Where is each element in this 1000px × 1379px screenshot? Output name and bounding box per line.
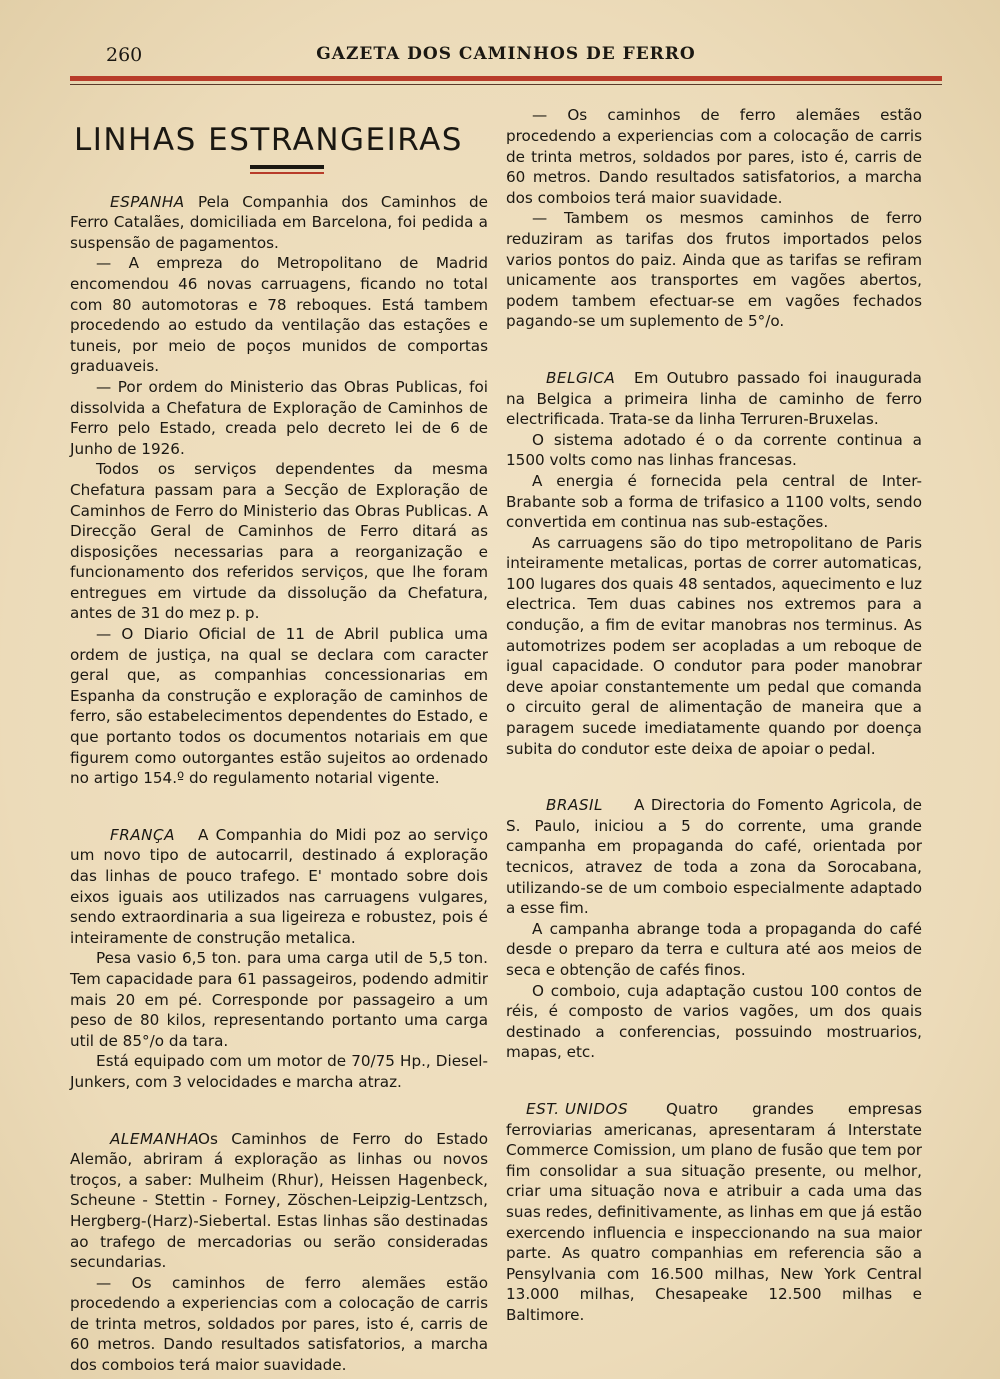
brazil-text-1: A Directoria do Fomento Agricola, de S. Paulo, iniciou a 5 do corrente, uma grande campanha em propaganda do café, orientada por tecnicos, atravez de toda a zona da Sorocabana, utilizando-se de um comboio especialmente adaptado a esse fim. bbox=[506, 796, 922, 918]
belgium-paragraph-1 bbox=[506, 368, 922, 430]
section-gap bbox=[70, 789, 488, 825]
belgium-paragraph-2: O sistema adotado é o da corrente continua a 1500 volts como nas linhas francesas. bbox=[506, 430, 922, 470]
page-number: 260 bbox=[106, 44, 143, 66]
spain-paragraph-2: — A empreza do Metropolitano de Madrid encomendou 46 novas carruagens, ficando no total com 80 automotoras e 78 reboques. Está tambem procedendo ao estudo da ventilação das estações e tuneis, por meio de poços munidos de comportas graduaveis. bbox=[70, 254, 488, 376]
section-gap bbox=[506, 1063, 922, 1099]
title-rule-accent bbox=[250, 172, 324, 174]
brazil-paragraph-2: A campanha abrange toda a propaganda do café desde o preparo da terra e cultura até aos meios de seca e obtenção de cafés finos. bbox=[506, 919, 922, 979]
header-rule-red bbox=[70, 76, 942, 81]
france-paragraph-3: Está equipado com um motor de 70/75 Hp., Diesel-Junkers, com 3 velocidades e marcha atraz. bbox=[70, 1052, 488, 1091]
germany-paragraph-2-continued bbox=[506, 106, 922, 208]
header-rule-thin bbox=[70, 84, 942, 85]
germany-paragraph-3: — Tambem os mesmos caminhos de ferro reduziram as tarifas dos frutos importados pelos varios pontos do paiz. Ainda que as tarifas se refiram unicamente aos transportes em vagões abertos, podem tambem efectuar-se em vagões fechados pagando-se um suplemento de 5°/o. bbox=[506, 209, 922, 331]
page-header bbox=[70, 40, 942, 72]
country-heading-france: FRANÇA bbox=[110, 825, 176, 844]
title-rule bbox=[250, 165, 324, 169]
section-gap bbox=[506, 332, 922, 368]
right-column bbox=[506, 106, 922, 1325]
country-heading-usa: EST. UNIDOS bbox=[526, 1099, 629, 1118]
germany-paragraph-1 bbox=[70, 1129, 488, 1273]
section-gap bbox=[506, 759, 922, 795]
country-heading-germany: ALEMANHA bbox=[110, 1129, 200, 1148]
spain-text-1: Pela Companhia dos Caminhos de Ferro Catalães, domiciliada em Barcelona, foi pedida a suspensão de pagamentos. bbox=[70, 192, 488, 252]
france-paragraph-1 bbox=[70, 825, 488, 949]
brazil-paragraph-1 bbox=[506, 795, 922, 919]
article-title: LINHAS ESTRANGEIRAS bbox=[74, 122, 463, 158]
running-title: GAZETA DOS CAMINHOS DE FERRO bbox=[316, 44, 696, 64]
usa-text-1: Quatro grandes empresas ferroviarias americanas, apresentaram á Interstate Commerce Comission, um plano de fusão que tem por fim consolidar a sua situação presente, ou melhor, criar uma situação nova e atribuir a cada uma das suas redes, definitivamente, as linhas em que já estão exercendo influencia e inspeccionando na sua maior parte. As quatro companhias em referencia são a Pensylvania com 16.500 milhas, New York Central 13.000 milhas, Chesapeake 12.500 milhas e Baltimore. bbox=[506, 1099, 922, 1324]
france-text-1: A Companhia do Midi poz ao serviço um novo tipo de autocarril, destinado á exploração das linhas de pouco trafego. E' montado sobre dois eixos iguais aos utilizados nas carruagens vulgares, sendo extraordinaria a sua ligeireza e robustez, pois é inteiramente de construção metalica. bbox=[70, 825, 488, 947]
country-heading-belgium: BELGICA bbox=[546, 368, 616, 387]
spain-paragraph-3: — Por ordem do Ministerio das Obras Publicas, foi dissolvida a Chefatura de Exploração de Caminhos de Ferro pelo Estado, creada pelo decreto lei de 6 de Junho de 1926. bbox=[70, 377, 488, 458]
germany-text-2-continued: — Os caminhos de ferro alemães estão procedendo a experiencias com a colocação de carris de trinta metros, soldados por pares, isto é, carris de 60 metros. Dando resultados satisfatorios, a marcha dos comboios terá maior suavidade. bbox=[506, 106, 922, 207]
brazil-paragraph-3: O comboio, cuja adaptação custou 100 contos de réis, é composto de varios vagões, um dos quais destinado a conferencias, possuindo mostruarios, mapas, etc. bbox=[506, 981, 922, 1062]
germany-paragraph-2: — Os caminhos de ferro alemães estão procedendo a experiencias com a colocação de carris de trinta metros, soldados por pares, isto é, carris de 60 metros. Dando resultados satisfatorios, a marcha dos comboios terá maior suavidade. bbox=[70, 1273, 488, 1375]
spain-paragraph-4: Todos os serviços dependentes da mesma Chefatura passam para a Secção de Exploração de Caminhos de Ferro do Ministerio das Obras Publicas. A Direcção Geral de Caminhos de Ferro ditará as disposições necessarias para a reorganização e funcionamento dos referidos serviços, que lhe foram entregues em virtude da dissolução da Chefatura, antes de 31 do mez p. p. bbox=[70, 460, 488, 623]
country-heading-brazil: BRASIL bbox=[546, 796, 603, 815]
belgium-text-1: Em Outubro passado foi inaugurada na Belgica a primeira linha de caminho de ferro electrificada. Trata-se da linha Terruren-Bruxelas. bbox=[506, 368, 922, 429]
country-heading-spain: ESPANHA bbox=[110, 192, 185, 211]
spain-paragraph-1 bbox=[70, 192, 488, 254]
left-column bbox=[70, 122, 488, 1375]
germany-text-1: Os Caminhos de Ferro do Estado Alemão, abriram á exploração as linhas ou novos troços, a saber: Mulheim (Rhur), Heissen Hagenbeck, Scheune - Stettin - Forney, Zöschen-Leipzig-Lentzsch, Hergberg-(Harz)-Siebertal. Estas linhas são destinadas ao trafego de mercadorias ou serão consideradas secundarias. bbox=[70, 1129, 488, 1272]
spain-paragraph-5: — O Diario Oficial de 11 de Abril publica uma ordem de justiça, na qual se declara com caracter geral que, as companhias concessionarias em Espanha da construção e exploração de caminhos de ferro, são estabelecimentos dependentes do Estado, e que portanto todos os documentos notariais em que figurem como outorgantes estão sujeitos ao ordenado no artigo 154.º do regulamento notarial vigente. bbox=[70, 625, 488, 788]
france-paragraph-2: Pesa vasio 6,5 ton. para uma carga util de 5,5 ton. Tem capacidade para 61 passageiros, podendo admitir mais 20 em pé. Corresponde por passageiro a um peso de 80 kilos, representando portanto uma carga util de 85°/o da tara. bbox=[70, 949, 488, 1050]
section-gap bbox=[70, 1093, 488, 1129]
usa-paragraph-1 bbox=[506, 1099, 922, 1326]
belgium-paragraph-4: As carruagens são do tipo metropolitano de Paris inteiramente metalicas, portas de correr automaticas, 100 lugares dos quais 48 sentados, aquecimento e luz electrica. Tem duas cabines nos extremos para a condução, a fim de evitar manobras nos terminus. As automotrizes podem ser acopladas a um reboque de igual capacidade. O condutor para poder manobrar deve apoiar constantemente um pedal que comanda o circuito geral de alimentação de maneira que a paragem sucede imediatamente quando por doença subita do condutor este deixa de apoiar o pedal. bbox=[506, 533, 922, 758]
belgium-paragraph-3: A energia é fornecida pela central de Inter-Brabante sob a forma de trifasico a 1100 volts, sendo convertida em continua nas sub-estações. bbox=[506, 471, 922, 532]
